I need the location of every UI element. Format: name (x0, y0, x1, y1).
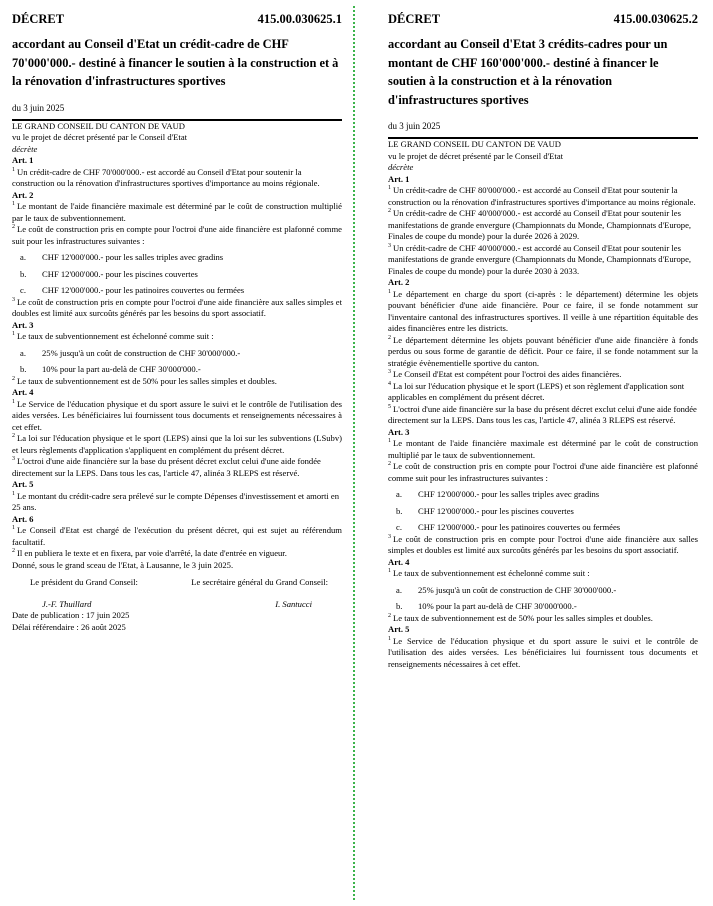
list-item: a. 25% jusqu'à un coût de construction de CHF 30'000'000.- (396, 584, 617, 595)
decree-label: DÉCRET (12, 12, 65, 26)
decree-number: 415.00.030625.2 (613, 12, 698, 26)
article-heading: Art. 2 (12, 189, 34, 200)
article-heading: Art. 5 (12, 479, 34, 489)
paragraph: $^1$ Le montant de l'aide financière maximale est déterminé par le coût de construction multiplié par le taux de subventionnement. (388, 438, 698, 460)
signature-names (12, 599, 342, 611)
paragraph: $^4$ La loi sur l'éducation physique et le sport (LEPS) et son règlement d'application sont applicables en complément du présent décret. (388, 380, 685, 402)
paragraph: $^1$ Un crédit-cadre de CHF 80'000'000.- est accordé au Conseil d'Etat pour soutenir la construction ou la rénovation d'infrastructures sportives d'importance au moins régionale. (388, 185, 696, 207)
list-item: a. 25% jusqu'à un coût de construction de CHF 30'000'000.- (20, 347, 241, 358)
paragraph: $^2$ Le département détermine les objets pouvant bénéficier d'une aide financière à fonds perdus ou sous forme de garantie de déficit. Pour ce faire, il se fonde notamment sur la stratégie évènementielle sportive du canton. (388, 334, 698, 368)
paragraph: $^5$ L'octroi d'une aide financière sur la base du présent décret exclut celui d'une aide fondée directement sur la LEPS. Dans tous les cas, l'article 47, alinéa 3 RLEPS est réservé. (388, 403, 697, 425)
article-heading: Art. 1 (388, 173, 410, 184)
list-item: b. CHF 12'000'000.- pour les piscines couvertes (396, 505, 574, 516)
secretary-title: Le secrétaire général du Grand Conseil: (191, 577, 328, 587)
article-heading: Art. 1 (12, 155, 34, 165)
list-item: c. CHF 12'000'000.- pour les patinoires couvertes ou fermées (20, 285, 245, 295)
column-divider (353, 6, 355, 900)
president-name: J.-F. Thuillard (42, 598, 92, 609)
list-item: c. CHF 12'000'000.- pour les patinoires couvertes ou fermées (396, 522, 621, 532)
preamble: vu le projet de décret présenté par le Conseil d'Etat (388, 150, 564, 161)
article-heading: Art. 3 (12, 319, 34, 330)
list-item: a. CHF 12'000'000.- pour les salles triples avec gradins (20, 252, 224, 262)
paragraph: $^2$ Le taux de subventionnement est de 50% pour les salles simples et doubles. (12, 375, 277, 386)
paragraph: $^2$ Le coût de construction pris en compte pour l'octroi d'une aide financière est plafonné comme suit pour les infrastructures suivantes : (12, 224, 342, 246)
paragraph: $^2$ La loi sur l'éducation physique et le sport (LEPS) ainsi que la loi sur les subventions (LSubv) et leurs règlements d'application s'appliquent en complément du présent décret. (12, 433, 342, 455)
article-heading: Art. 2 (388, 277, 410, 287)
decree-header (388, 12, 698, 27)
paragraph: $^1$ Le taux de subventionnement est échelonné comme suit : (388, 568, 590, 578)
paragraph: $^2$ Le coût de construction pris en compte pour l'octroi d'une aide financière est plafonné comme suit pour les infrastructures suivantes : (388, 461, 698, 483)
paragraph: $^1$ Le Service de l'éducation physique et du sport assure le suivi et le contrôle de l'utilisation des aides versées. Les bénéficiaires lui fournissent tous documents et renseignements nécessaires à cet effet. (388, 635, 698, 669)
paragraph: $^3$ Le Conseil d'Etat est compétent pour l'octroi des aides financières. (388, 369, 622, 379)
decree-left (12, 0, 342, 633)
paragraph: $^1$ Le Service de l'éducation physique et du sport assure le suivi et le contrôle de l'utilisation des aides versées. Les bénéficiaires lui fournissent tous documents et renseignements nécessaires à cet effet. (12, 398, 342, 432)
decrete-label: décrète (12, 143, 38, 154)
paragraph: $^3$ Le coût de construction pris en compte pour l'octroi d'une aide financière aux salles simples et doubles est limité aux surcoûts générés par les besoins du sport associatif. (12, 296, 342, 318)
list-item: b. 10% pour la part au-delà de CHF 30'000'000.- (20, 364, 201, 374)
president-title: Le président du Grand Conseil: (30, 577, 138, 587)
paragraph: $^3$ Un crédit-cadre de CHF 40'000'000.- est accordé au Conseil d'Etat pour soutenir les manifestations de grande envergure (Championnats du Monde, Championnats d'Europe, Finales de coupe du monde) pour la durée 2030 à 2033. (388, 242, 692, 276)
paragraph: $^1$ Le Conseil d'Etat est chargé de l'exécution du présent décret, qui est sujet au référendum facultatif. (12, 525, 342, 547)
paragraph: $^1$ Le montant de l'aide financière maximale est déterminé par le coût de construction multiplié par le taux de subventionnement. (12, 201, 342, 223)
secretary-name: I. Santucci (275, 598, 312, 609)
decree-number: 415.00.030625.1 (257, 12, 342, 26)
paragraph: $^1$ Le taux de subventionnement est échelonné comme suit : (12, 331, 214, 341)
paragraph: $^1$ Le montant du crédit-cadre sera prélevé sur le compte Dépenses d'investissement et amorti en 25 ans. (12, 490, 340, 512)
referendum-deadline: Délai référendaire : 26 août 2025 (12, 621, 126, 632)
article-heading: Art. 5 (388, 624, 410, 634)
decree-label: DÉCRET (388, 12, 441, 26)
paragraph: $^1$ Un crédit-cadre de CHF 70'000'000.- est accordé au Conseil d'Etat pour soutenir la construction ou la rénovation d'infrastructures sportives d'importance au moins régionale. (12, 166, 320, 188)
article-heading: Art. 3 (388, 426, 410, 437)
decree-title: accordant au Conseil d'Etat 3 crédits-cadres pour un montant de CHF 160'000'000.- destiné à financer le soutien à la construction et à la rénovation d'infrastructures sportives (388, 37, 668, 107)
given-statement: Donné, sous le grand sceau de l'Etat, à Lausanne, le 3 juin 2025. (12, 559, 234, 570)
decree-header (12, 12, 342, 27)
paragraph: $^2$ Un crédit-cadre de CHF 40'000'000.- est accordé au Conseil d'Etat pour soutenir les manifestations de grande envergure (Championnats du Monde, Championnats d'Europe, Finales de coupe du monde) pour la durée 2026 à 2029. (388, 208, 692, 241)
paragraph: $^3$ L'octroi d'une aide financière sur la base du présent décret exclut celui d'une aide fondée directement sur la LEPS. Dans tous les cas, l'article 47, alinéa 3 RLEPS est réservé. (12, 456, 321, 478)
publication-date: Date de publication : 17 juin 2025 (12, 610, 130, 620)
council-heading: LE GRAND CONSEIL DU CANTON DE VAUD (388, 139, 561, 149)
paragraph: $^1$ Le département en charge du sport (ci-après : le département) détermine les objets pouvant bénéficier d'une aide financière. Pour ce faire, il se fonde notamment sur l'inventaire cantonal des infrastructures sportives. Il veille à une répartition équitable des aides financières entre les districts. (388, 288, 698, 333)
paragraph: $^2$ Il en publiera le texte et en fixera, par voie d'arrêté, la date d'entrée en vigueur. (12, 548, 287, 558)
list-item: b. 10% pour la part au-delà de CHF 30'000'000.- (396, 601, 577, 611)
decree-title: accordant au Conseil d'Etat un crédit-cadre de CHF 70'000'000.- destiné à financer le soutien à la construction et à la rénovation d'infrastructures sportives (12, 37, 339, 88)
article-heading: Art. 4 (388, 556, 410, 567)
decree-date: du 3 juin 2025 (12, 102, 65, 113)
decree-right (388, 0, 698, 670)
signature-titles (12, 577, 342, 589)
list-item: a. CHF 12'000'000.- pour les salles triples avec gradins (396, 489, 600, 499)
decrete-label: décrète (388, 162, 414, 172)
council-heading: LE GRAND CONSEIL DU CANTON DE VAUD (12, 120, 185, 131)
article-heading: Art. 4 (12, 387, 34, 397)
paragraph: $^3$ Le coût de construction pris en compte pour l'octroi d'une aide financière aux salles simples et doubles est limité aux surcoûts générés par les besoins du sport associatif. (388, 533, 698, 555)
list-item: b. CHF 12'000'000.- pour les piscines couvertes (20, 268, 198, 279)
preamble: vu le projet de décret présenté par le Conseil d'Etat (12, 132, 188, 142)
decree-date: du 3 juin 2025 (388, 121, 441, 131)
article-heading: Art. 6 (12, 513, 34, 524)
paragraph: $^2$ Le taux de subventionnement est de 50% pour les salles simples et doubles. (388, 612, 653, 623)
